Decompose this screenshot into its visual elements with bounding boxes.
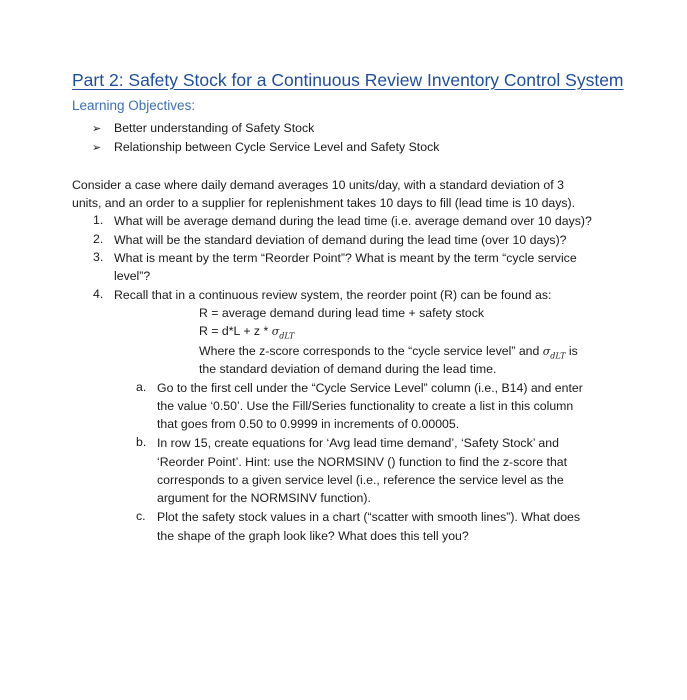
- sub-question-a-text: that goes from 0.50 to 0.9999 in increments of 0.00005.: [157, 417, 460, 431]
- objective-item: Better understanding of Safety Stock: [114, 121, 315, 135]
- intro-line: units, and an order to a supplier for replenishment takes 10 days to fill (lead time is 10 days).: [72, 196, 576, 210]
- sub-question-label: b.: [136, 435, 147, 449]
- where-prefix: Where the z-score corresponds to the “cycle service level” and: [199, 344, 543, 358]
- intro-line: Consider a case where daily demand averages 10 units/day, with a standard deviation of 3: [72, 178, 564, 192]
- formula-prefix: R = d*L + z *: [199, 324, 272, 338]
- question-3-text: level”?: [114, 269, 151, 283]
- objectives-heading: Learning Objectives:: [72, 98, 196, 113]
- bullet-arrow-icon: ➢: [92, 142, 102, 154]
- sub-question-label: c.: [136, 509, 146, 523]
- objective-item: Relationship between Cycle Service Level and Safety Stock: [114, 140, 440, 154]
- sub-question-b-text: ‘Reorder Point’. Hint: use the NORMSINV () function to find the z-score that: [157, 455, 568, 469]
- formula-line-2: [199, 323, 294, 344]
- sub-question-a-text: the value ‘0.50’. Use the Fill/Series functionality to create a list in this column: [157, 399, 574, 413]
- question-number: 3.: [93, 250, 104, 264]
- page-title: Part 2: Safety Stock for a Continuous Review Inventory Control System: [72, 70, 624, 90]
- bullet-arrow-icon: ➢: [92, 123, 102, 135]
- question-number: 4.: [93, 287, 104, 301]
- sigma-subscript: dLT: [279, 331, 295, 341]
- question-2-text: What will be the standard deviation of demand during the lead time (over 10 days)?: [114, 233, 567, 247]
- question-number: 1.: [93, 213, 104, 227]
- sigma-subscript: dLT: [550, 351, 566, 361]
- sub-question-c-text: the shape of the graph look like? What does this tell you?: [157, 529, 469, 543]
- question-3-text: What is meant by the term “Reorder Point”? What is meant by the term “cycle service: [114, 251, 577, 265]
- formula-line-1: R = average demand during lead time + safety stock: [199, 306, 485, 320]
- sub-question-c-text: Plot the safety stock values in a chart (“scatter with smooth lines”). What does: [157, 510, 581, 524]
- sub-question-b-text: argument for the NORMSINV function).: [157, 491, 371, 505]
- where-suffix: is: [565, 344, 578, 358]
- sigma-symbol: σ: [271, 325, 280, 338]
- question-1-text: What will be average demand during the lead time (i.e. average demand over 10 days)?: [114, 214, 592, 228]
- sub-question-a-text: Go to the first cell under the “Cycle Service Level” column (i.e., B14) and enter: [157, 381, 583, 395]
- question-4-text: Recall that in a continuous review system, the reorder point (R) can be found as:: [114, 288, 552, 302]
- question-number: 2.: [93, 232, 104, 246]
- sub-question-b-text: In row 15, create equations for ‘Avg lead time demand’, ‘Safety Stock’ and: [157, 436, 559, 450]
- where-line-2: the standard deviation of demand during the lead time.: [199, 362, 497, 376]
- sub-question-label: a.: [136, 380, 147, 394]
- sub-question-b-text: corresponds to a given service level (i.e., reference the service level as the: [157, 473, 564, 487]
- sigma-symbol: σ: [542, 345, 551, 358]
